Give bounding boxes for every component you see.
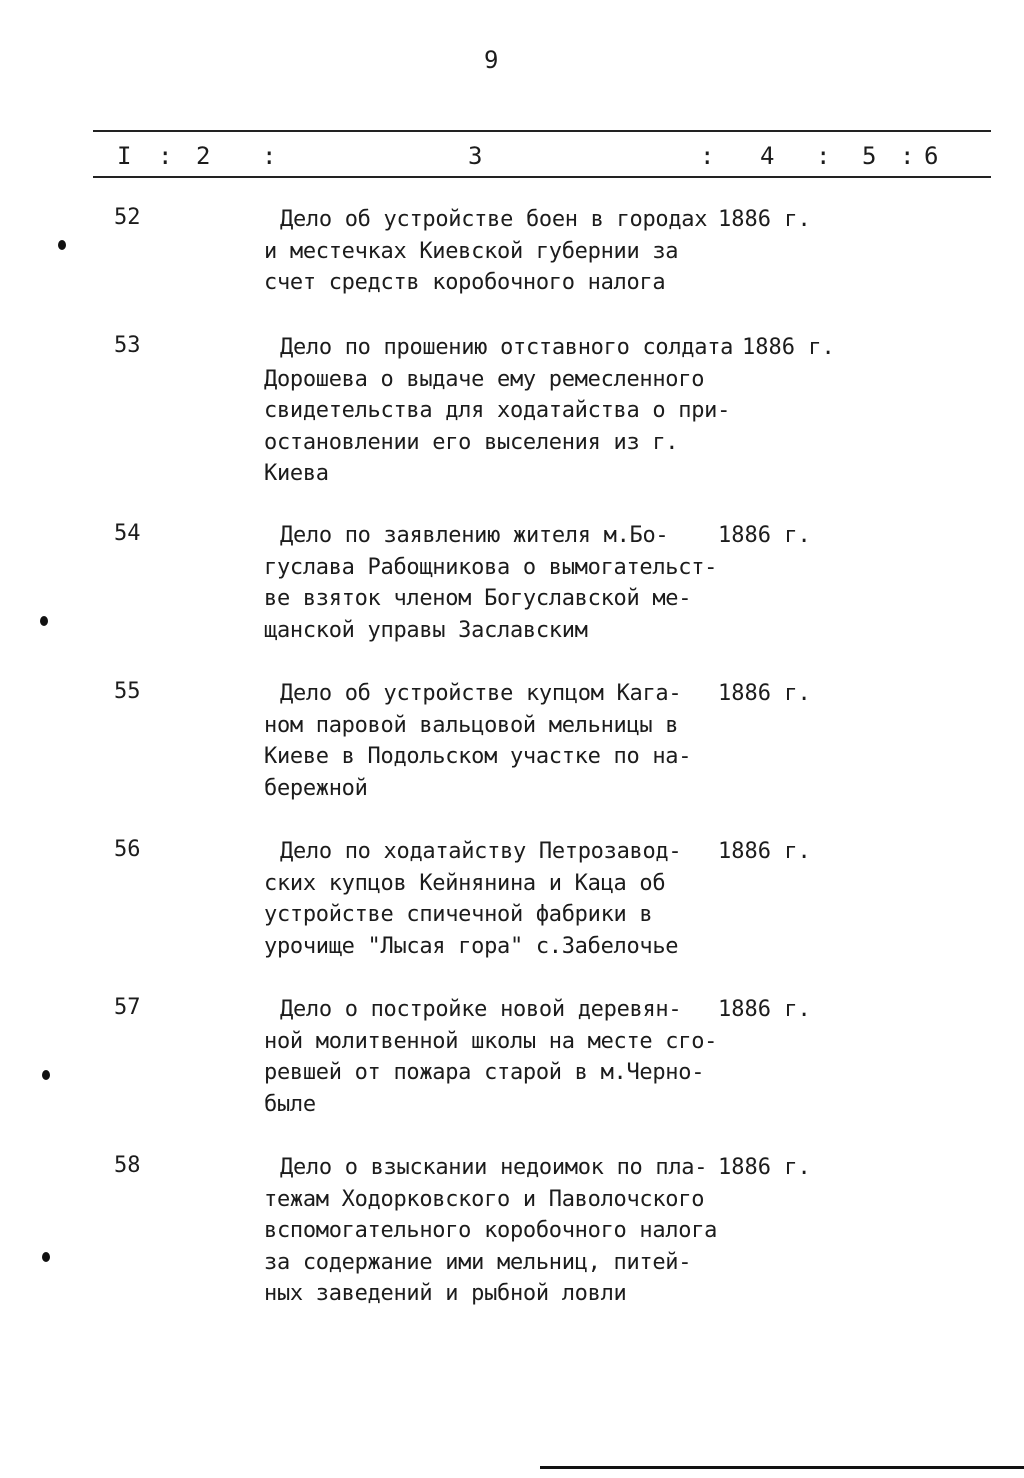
description-line: Дело по заявлению жителя м.Бо- [280, 523, 669, 548]
description-line: ных заведений и рыбной ловли [264, 1281, 627, 1306]
column-header-3: 3 [468, 142, 483, 170]
entry-number: 53 [114, 333, 141, 358]
entry-number: 57 [114, 995, 141, 1020]
entry-number: 54 [114, 521, 141, 546]
column-header-4: 4 [760, 142, 775, 170]
header-top-rule [93, 130, 991, 132]
description-line: Дорошева о выдаче ему ремесленного [264, 366, 705, 392]
description-line: ном паровой вальцовой мельницы в [264, 712, 679, 738]
description-line: Дело об устройстве боен в городах [280, 207, 708, 232]
column-header-6: 6 [924, 142, 939, 170]
column-header-5: 5 [862, 142, 877, 170]
description-line: вспомогательного коробочного налога [264, 1218, 718, 1243]
description-line: свидетельства для ходатайства о при- [264, 398, 731, 423]
entry-description [264, 332, 734, 490]
page-number: 9 [484, 46, 499, 74]
description-line: Дело о взыскании недоимок по пла- [280, 1155, 708, 1180]
entry-year: 1886 г. [718, 1155, 811, 1180]
binder-hole-mark [58, 240, 66, 250]
entry-number: 56 [114, 837, 141, 862]
description-line: тежам Ходорковского и Паволочского [264, 1186, 705, 1212]
description-line: ной молитвенной школы на месте сго- [264, 1028, 718, 1054]
description-line: Дело об устройстве купцом Кага- [280, 681, 682, 706]
description-line: Дело о постройке новой деревян- [280, 997, 682, 1022]
entry-description [264, 836, 724, 962]
description-line: остановлении его выселения из г. [264, 429, 679, 455]
entry-description [264, 678, 724, 804]
entry-number: 55 [114, 679, 141, 704]
binder-hole-mark [40, 616, 48, 626]
column-separator: : [262, 142, 277, 170]
description-line: ве взяток членом Богуславской ме- [264, 586, 692, 611]
description-line: ревшей от пожара старой в м.Черно- [264, 1060, 705, 1085]
entry-description [264, 204, 724, 299]
entry-year: 1886 г. [718, 207, 811, 232]
description-line: бережной [264, 775, 368, 801]
column-header-1: I [117, 142, 132, 170]
binder-hole-mark [42, 1252, 50, 1262]
description-line: за содержание ими мельниц, питей- [264, 1249, 692, 1275]
description-line: ских купцов Кейнянина и Каца об [264, 870, 666, 896]
binder-hole-mark [42, 1070, 50, 1080]
description-line: устройстве спичечной фабрики в [264, 902, 653, 927]
column-separator: : [158, 142, 173, 170]
description-line: быле [264, 1091, 316, 1117]
column-separator: : [900, 142, 915, 170]
description-line: урочище "Лысая гора" с.Забелочье [264, 933, 679, 959]
entry-description [264, 1152, 724, 1310]
column-separator: : [816, 142, 831, 170]
entry-year: 1886 г. [718, 523, 811, 548]
entry-year: 1886 г. [742, 335, 835, 360]
description-line: щанской управы Заславским [264, 617, 588, 643]
entry-year: 1886 г. [718, 681, 811, 706]
description-line: Киева [264, 461, 329, 486]
column-header-2: 2 [196, 142, 211, 170]
description-line: и местечках Киевской губернии за [264, 238, 679, 264]
entry-year: 1886 г. [718, 839, 811, 864]
description-line: Дело по ходатайству Петрозавод- [280, 839, 682, 864]
description-line: гуслава Рабощникова о вымогательст- [264, 554, 718, 580]
column-separator: : [700, 142, 715, 170]
description-line: Киеве в Подольском участке по на- [264, 744, 692, 769]
page-bottom-edge [540, 1466, 1024, 1469]
description-line: Дело по прошению отставного солдата [280, 335, 734, 360]
entry-description [264, 520, 724, 646]
header-bottom-rule [93, 176, 991, 178]
entry-description [264, 994, 724, 1120]
entry-number: 52 [114, 205, 141, 230]
description-line: счет средств коробочного налога [264, 270, 666, 295]
entry-year: 1886 г. [718, 997, 811, 1022]
entry-number: 58 [114, 1153, 141, 1178]
